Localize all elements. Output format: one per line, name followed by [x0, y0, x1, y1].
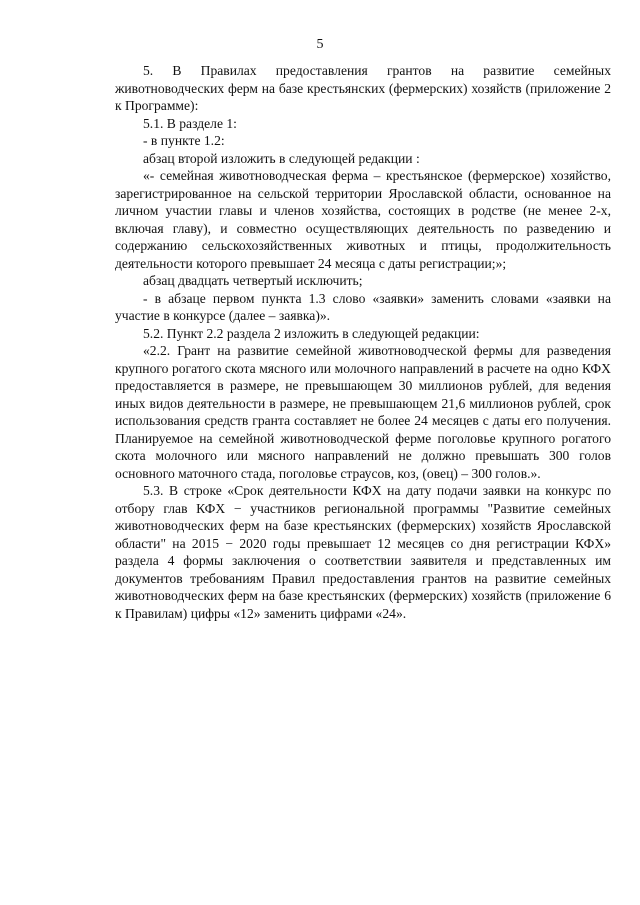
- paragraph-family-farm-definition: «- семейная животноводческая ферма – крестьянское (фермерское) хозяйство, зарегистрированное на сельской территории Ярославской области, основанное на личном участии главы и членов хозяйства, состоящих в родстве (не менее 2-х, включая главу), и совместно осуществляющих деятельность по разведению и содержанию сельскохозяйственных животных и птицы, продолжительность деятельности которого превышает 24 месяца с даты регистрации;»;: [115, 168, 611, 271]
- paragraph-item-1-3: - в абзаце первом пункта 1.3 слово «заявки» заменить словами «заявки на участие в конкурсе (далее – заявка)».: [115, 290, 611, 323]
- document-body: [115, 62, 611, 622]
- paragraph-5-2: 5.2. Пункт 2.2 раздела 2 изложить в следующей редакции:: [143, 325, 480, 341]
- paragraph-5: 5. В Правилах предоставления грантов на развитие семейных животноводческих ферм на базе крестьянских (фермерских) хозяйств (приложение 2 к Программе):: [115, 63, 611, 113]
- paragraph-abzac-24-exclude: абзац двадцать четвертый исключить;: [143, 273, 363, 288]
- paragraph-5-1: 5.1. В разделе 1:: [143, 115, 237, 131]
- page-number: 5: [316, 37, 324, 52]
- paragraph-grant-2-2: «2.2. Грант на развитие семейной животноводческой фермы для разведения крупного рогатого скота мясного или молочного направлений в расчете на одно КФХ предоставляется в размере, не превышающем 30 миллионов рублей, для ведения иных видов деятельности в размере, не превышающем 21,6 миллионов рублей, срок использования средств гранта составляет не более 24 месяцев с даты его получения. Планируемое на семейной животноводческой ферме поголовье крупного рогатого скота молочного или мясного направлений не должно превышать 300 голов основного маточного стада, поголовье страусов, коз, (овец) – 300 голов.».: [115, 343, 611, 481]
- paragraph-5-3: 5.3. В строке «Срок деятельности КФХ на дату подачи заявки на конкурс по отбору глав КФХ − участников региональной программы "Развитие семейных животноводческих ферм на базе крестьянских (фермерских) хозяйств Ярославской области" на 2015 − 2020 годы превышает 12 месяцев со дня регистрации КФХ» раздела 4 формы заключения о соответствии заявителя и представленных им документов требованиям Правил предоставления грантов на развитие семейных животноводческих ферм на базе крестьянских (фермерских) хозяйств (приложение 6 к Правилам) цифры «12» заменить цифрами «24».: [115, 483, 611, 621]
- paragraph-item-1-2: - в пункте 1.2:: [143, 133, 225, 148]
- paragraph-second-abzac: абзац второй изложить в следующей редакции :: [143, 150, 420, 166]
